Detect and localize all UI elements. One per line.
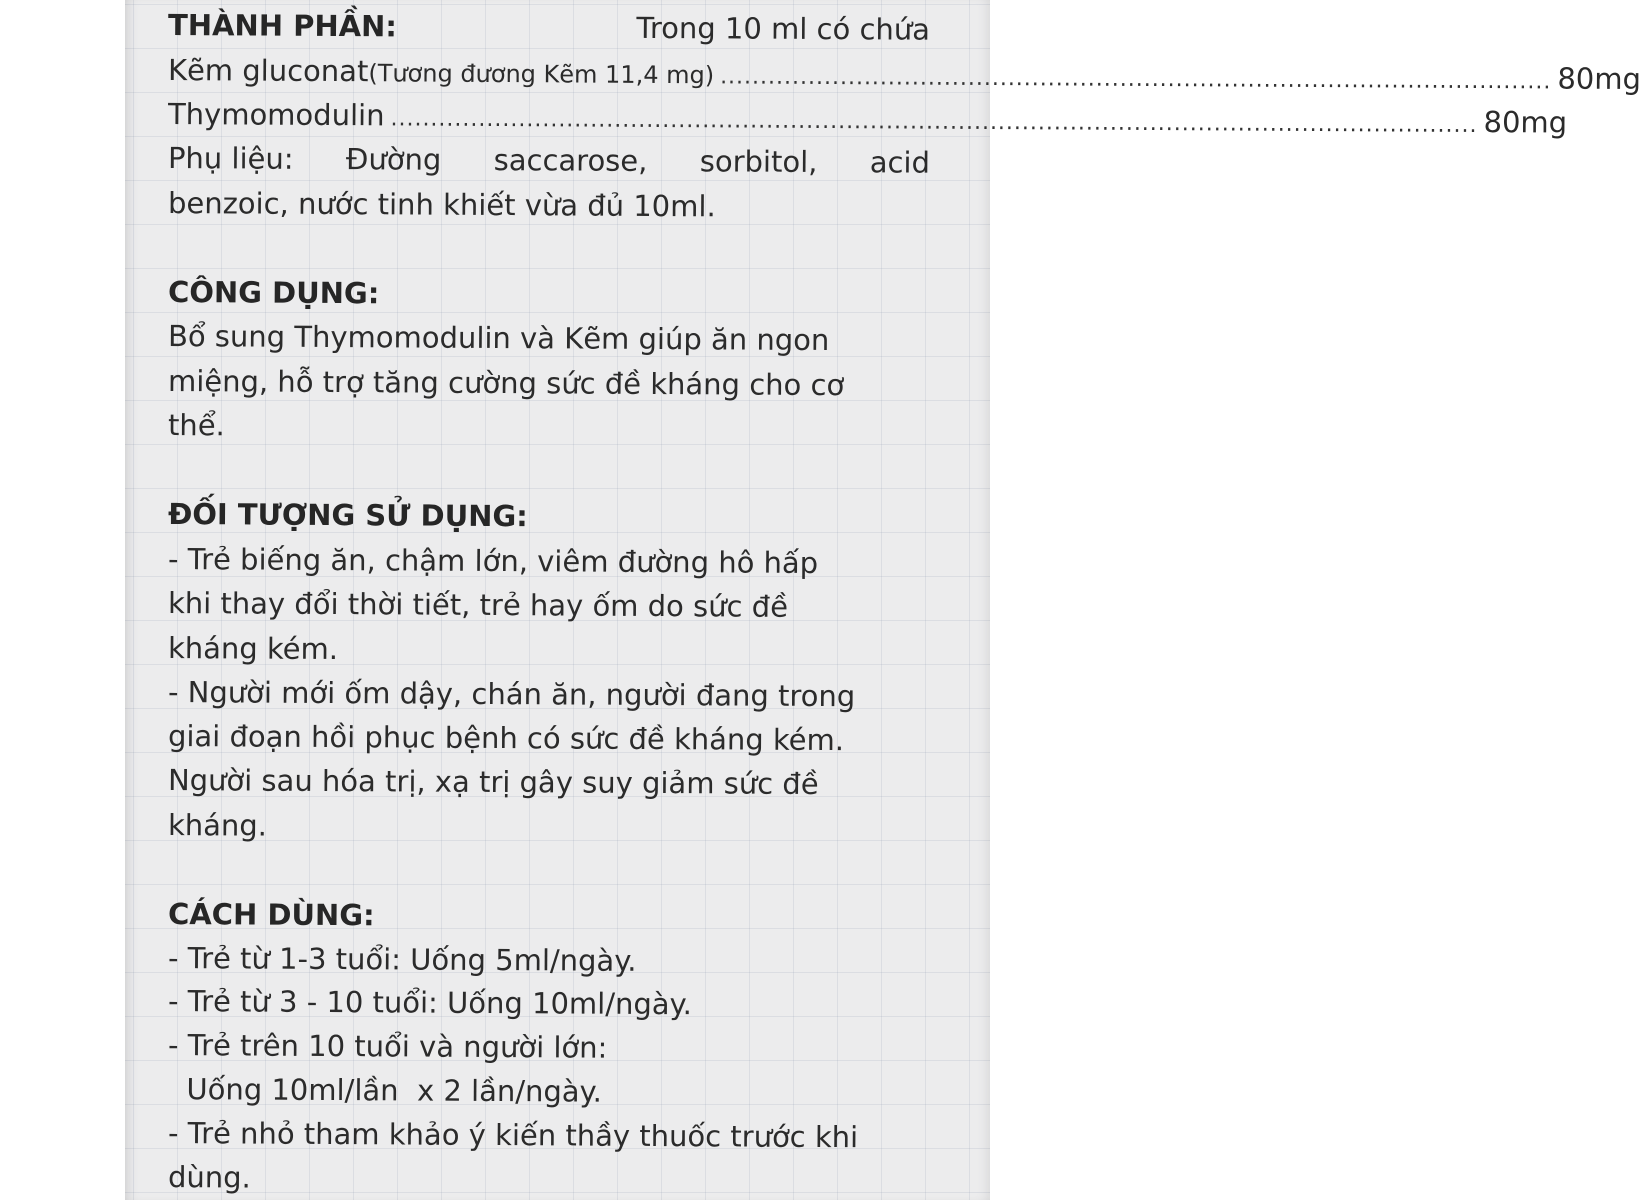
uses-line: miệng, hỗ trợ tăng cường sức đề kháng cho cơ xyxy=(167,364,845,403)
target-users-line: kháng kém. xyxy=(167,631,339,667)
target-users-line: khi thay đổi thời tiết, trẻ hay ốm do sức đề xyxy=(167,586,789,624)
dot-leader: ........................................................................................................ xyxy=(720,64,1552,95)
ingredients-header-row xyxy=(168,3,930,52)
excipients-word: acid xyxy=(869,145,931,180)
excipients-word: Phụ liệu: xyxy=(167,141,294,176)
dosage-line: dùng. xyxy=(167,1160,251,1195)
ingredient-amount: 80mg xyxy=(1557,61,1641,96)
target-users-line: - Trẻ biếng ăn, chậm lớn, viêm đường hô hấp xyxy=(167,542,819,580)
target-users-heading: ĐỐI TƯỢNG SỬ DỤNG: xyxy=(167,497,528,534)
excipients-word: sorbitol, xyxy=(699,144,818,179)
ingredients-heading: THÀNH PHẦN: xyxy=(167,8,398,44)
ingredient-row xyxy=(167,48,1641,97)
uses-line: Bổ sung Thymomodulin và Kẽm giúp ăn ngon xyxy=(167,319,830,358)
excipients-word: Đường xyxy=(345,142,442,177)
ingredient-row xyxy=(167,92,1568,141)
dot-leader: ........................................................................................................................................ xyxy=(390,106,1478,138)
dosage-line: - Trẻ từ 3 - 10 tuổi: Uống 10ml/ngày. xyxy=(167,984,692,1022)
target-users-line: kháng. xyxy=(167,808,268,843)
excipients-line xyxy=(168,136,930,185)
ingredient-detail: (Tương đương Kẽm 11,4 mg) xyxy=(368,59,715,90)
dosage-line: - Trẻ trên 10 tuổi và người lớn: xyxy=(167,1028,608,1065)
ingredient-amount: 80mg xyxy=(1483,105,1568,140)
uses-line: thể. xyxy=(167,408,225,443)
target-users-line: Người sau hóa trị, xạ trị gây suy giảm sức đề xyxy=(167,763,819,801)
dosage-line: - Trẻ từ 1-3 tuổi: Uống 5ml/ngày. xyxy=(167,941,637,978)
dosage-line: - Trẻ nhỏ tham khảo ý kiến thầy thuốc trước khi xyxy=(167,1116,859,1155)
ingredients-per-note: Trong 10 ml có chứa xyxy=(636,10,931,47)
target-users-line: - Người mới ốm dậy, chán ăn, người đang trong xyxy=(167,675,856,714)
excipients-line: benzoic, nước tinh khiết vừa đủ 10ml. xyxy=(167,186,716,224)
dosage-heading: CÁCH DÙNG: xyxy=(167,897,375,933)
uses-heading: CÔNG DỤNG: xyxy=(167,275,380,311)
excipients-word: saccarose, xyxy=(493,142,648,178)
dosage-line: Uống 10ml/lần x 2 lần/ngày. xyxy=(167,1072,602,1109)
ingredient-name: Kẽm gluconat xyxy=(167,53,369,89)
ingredient-name: Thymomodulin xyxy=(167,97,385,133)
target-users-line: giai đoạn hồi phục bệnh có sức đề kháng kém. xyxy=(167,719,845,758)
